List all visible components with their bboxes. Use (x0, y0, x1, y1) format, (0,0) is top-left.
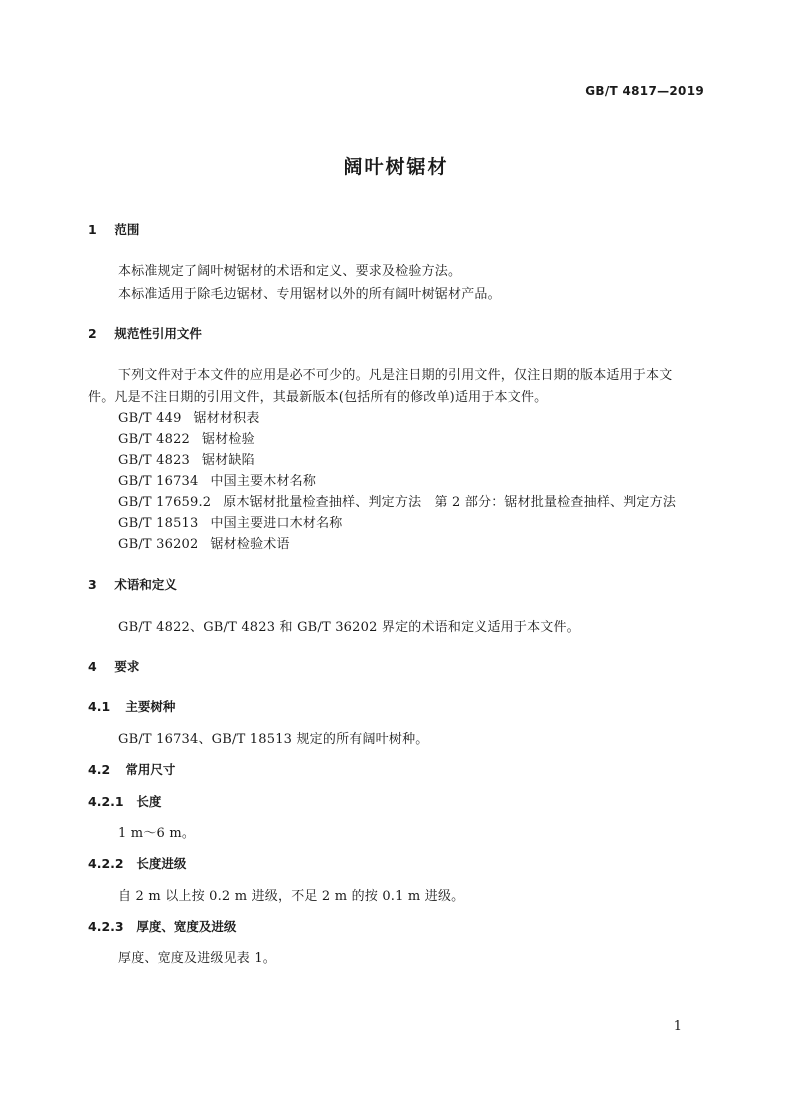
section-title: 规范性引用文件 (114, 326, 202, 341)
section-title: 主要树种 (125, 699, 176, 714)
section-4-heading (88, 657, 139, 675)
paragraph: 本标准规定了阔叶树锯材的术语和定义、要求及检验方法。 (118, 264, 462, 279)
reference-code: GB/T 449 (118, 411, 182, 426)
section-title: 术语和定义 (114, 577, 177, 592)
section-number: 4.2.2 (88, 856, 124, 871)
section-number: 4.2.1 (88, 794, 124, 809)
section-title: 长度 (136, 794, 162, 809)
page-number: 1 (673, 1019, 682, 1034)
section-number: 4.2.3 (88, 919, 124, 934)
section-title: 要求 (114, 659, 140, 674)
reference-item (118, 428, 255, 447)
reference-item (118, 449, 255, 468)
reference-name: 锯材检验术语 (210, 537, 290, 552)
subsection-4-1-heading (88, 697, 175, 715)
reference-item (118, 470, 316, 489)
paragraph: GB/T 4822、GB/T 4823 和 GB/T 36202 界定的术语和定义适用于本文件。 (118, 620, 580, 635)
reference-name: 锯材检验 (202, 432, 255, 447)
subsection-4-2-3-heading (88, 917, 236, 935)
subsection-4-2-heading (88, 760, 175, 778)
subsection-4-2-2-heading (88, 854, 186, 872)
reference-code: GB/T 4822 (118, 432, 191, 447)
reference-name: 锯材缺陷 (202, 453, 255, 468)
reference-code: GB/T 17659.2 (118, 495, 212, 510)
document-title: 阔叶树锯材 (343, 156, 449, 178)
paragraph: 下列文件对于本文件的应用是必不可少的。凡是注日期的引用文件，仅注日期的版本适用于本文 (118, 368, 673, 383)
reference-item (118, 533, 290, 552)
section-2-heading (88, 324, 202, 342)
reference-item (118, 491, 676, 510)
reference-name: 中国主要木材名称 (210, 474, 317, 489)
reference-code: GB/T 16734 (118, 474, 199, 489)
section-number: 2 (88, 326, 97, 341)
paragraph: GB/T 16734、GB/T 18513 规定的所有阔叶树种。 (118, 732, 429, 747)
paragraph: 自 2 m 以上按 0.2 m 进级，不足 2 m 的按 0.1 m 进级。 (118, 889, 465, 904)
section-3-heading (88, 575, 177, 593)
paragraph: 本标准适用于除毛边锯材、专用锯材以外的所有阔叶树锯材产品。 (118, 287, 501, 302)
reference-name: 中国主要进口木材名称 (210, 516, 343, 531)
reference-code: GB/T 4823 (118, 453, 191, 468)
reference-item (118, 407, 260, 426)
section-number: 3 (88, 577, 97, 592)
section-number: 4.2 (88, 762, 111, 777)
paragraph-continuation: 件。凡是不注日期的引用文件，其最新版本(包括所有的修改单)适用于本文件。 (88, 390, 548, 405)
paragraph: 1 m～6 m。 (118, 826, 196, 841)
section-1-heading (88, 220, 139, 238)
section-title: 长度进级 (136, 856, 187, 871)
reference-code: GB/T 18513 (118, 516, 199, 531)
paragraph: 厚度、宽度及进级见表 1。 (118, 951, 277, 966)
subsection-4-2-1-heading (88, 792, 161, 810)
reference-name: 原木锯材批量检查抽样、判定方法 第 2 部分：锯材批量检查抽样、判定方法 (223, 495, 677, 510)
section-title: 范围 (114, 222, 140, 237)
reference-code: GB/T 36202 (118, 537, 199, 552)
section-title: 常用尺寸 (125, 762, 176, 777)
reference-name: 锯材材积表 (193, 411, 260, 426)
section-number: 1 (88, 222, 97, 237)
section-title: 厚度、宽度及进级 (136, 919, 237, 934)
standard-code: GB/T 4817—2019 (585, 84, 704, 98)
section-number: 4 (88, 659, 97, 674)
reference-item (118, 512, 343, 531)
section-number: 4.1 (88, 699, 111, 714)
